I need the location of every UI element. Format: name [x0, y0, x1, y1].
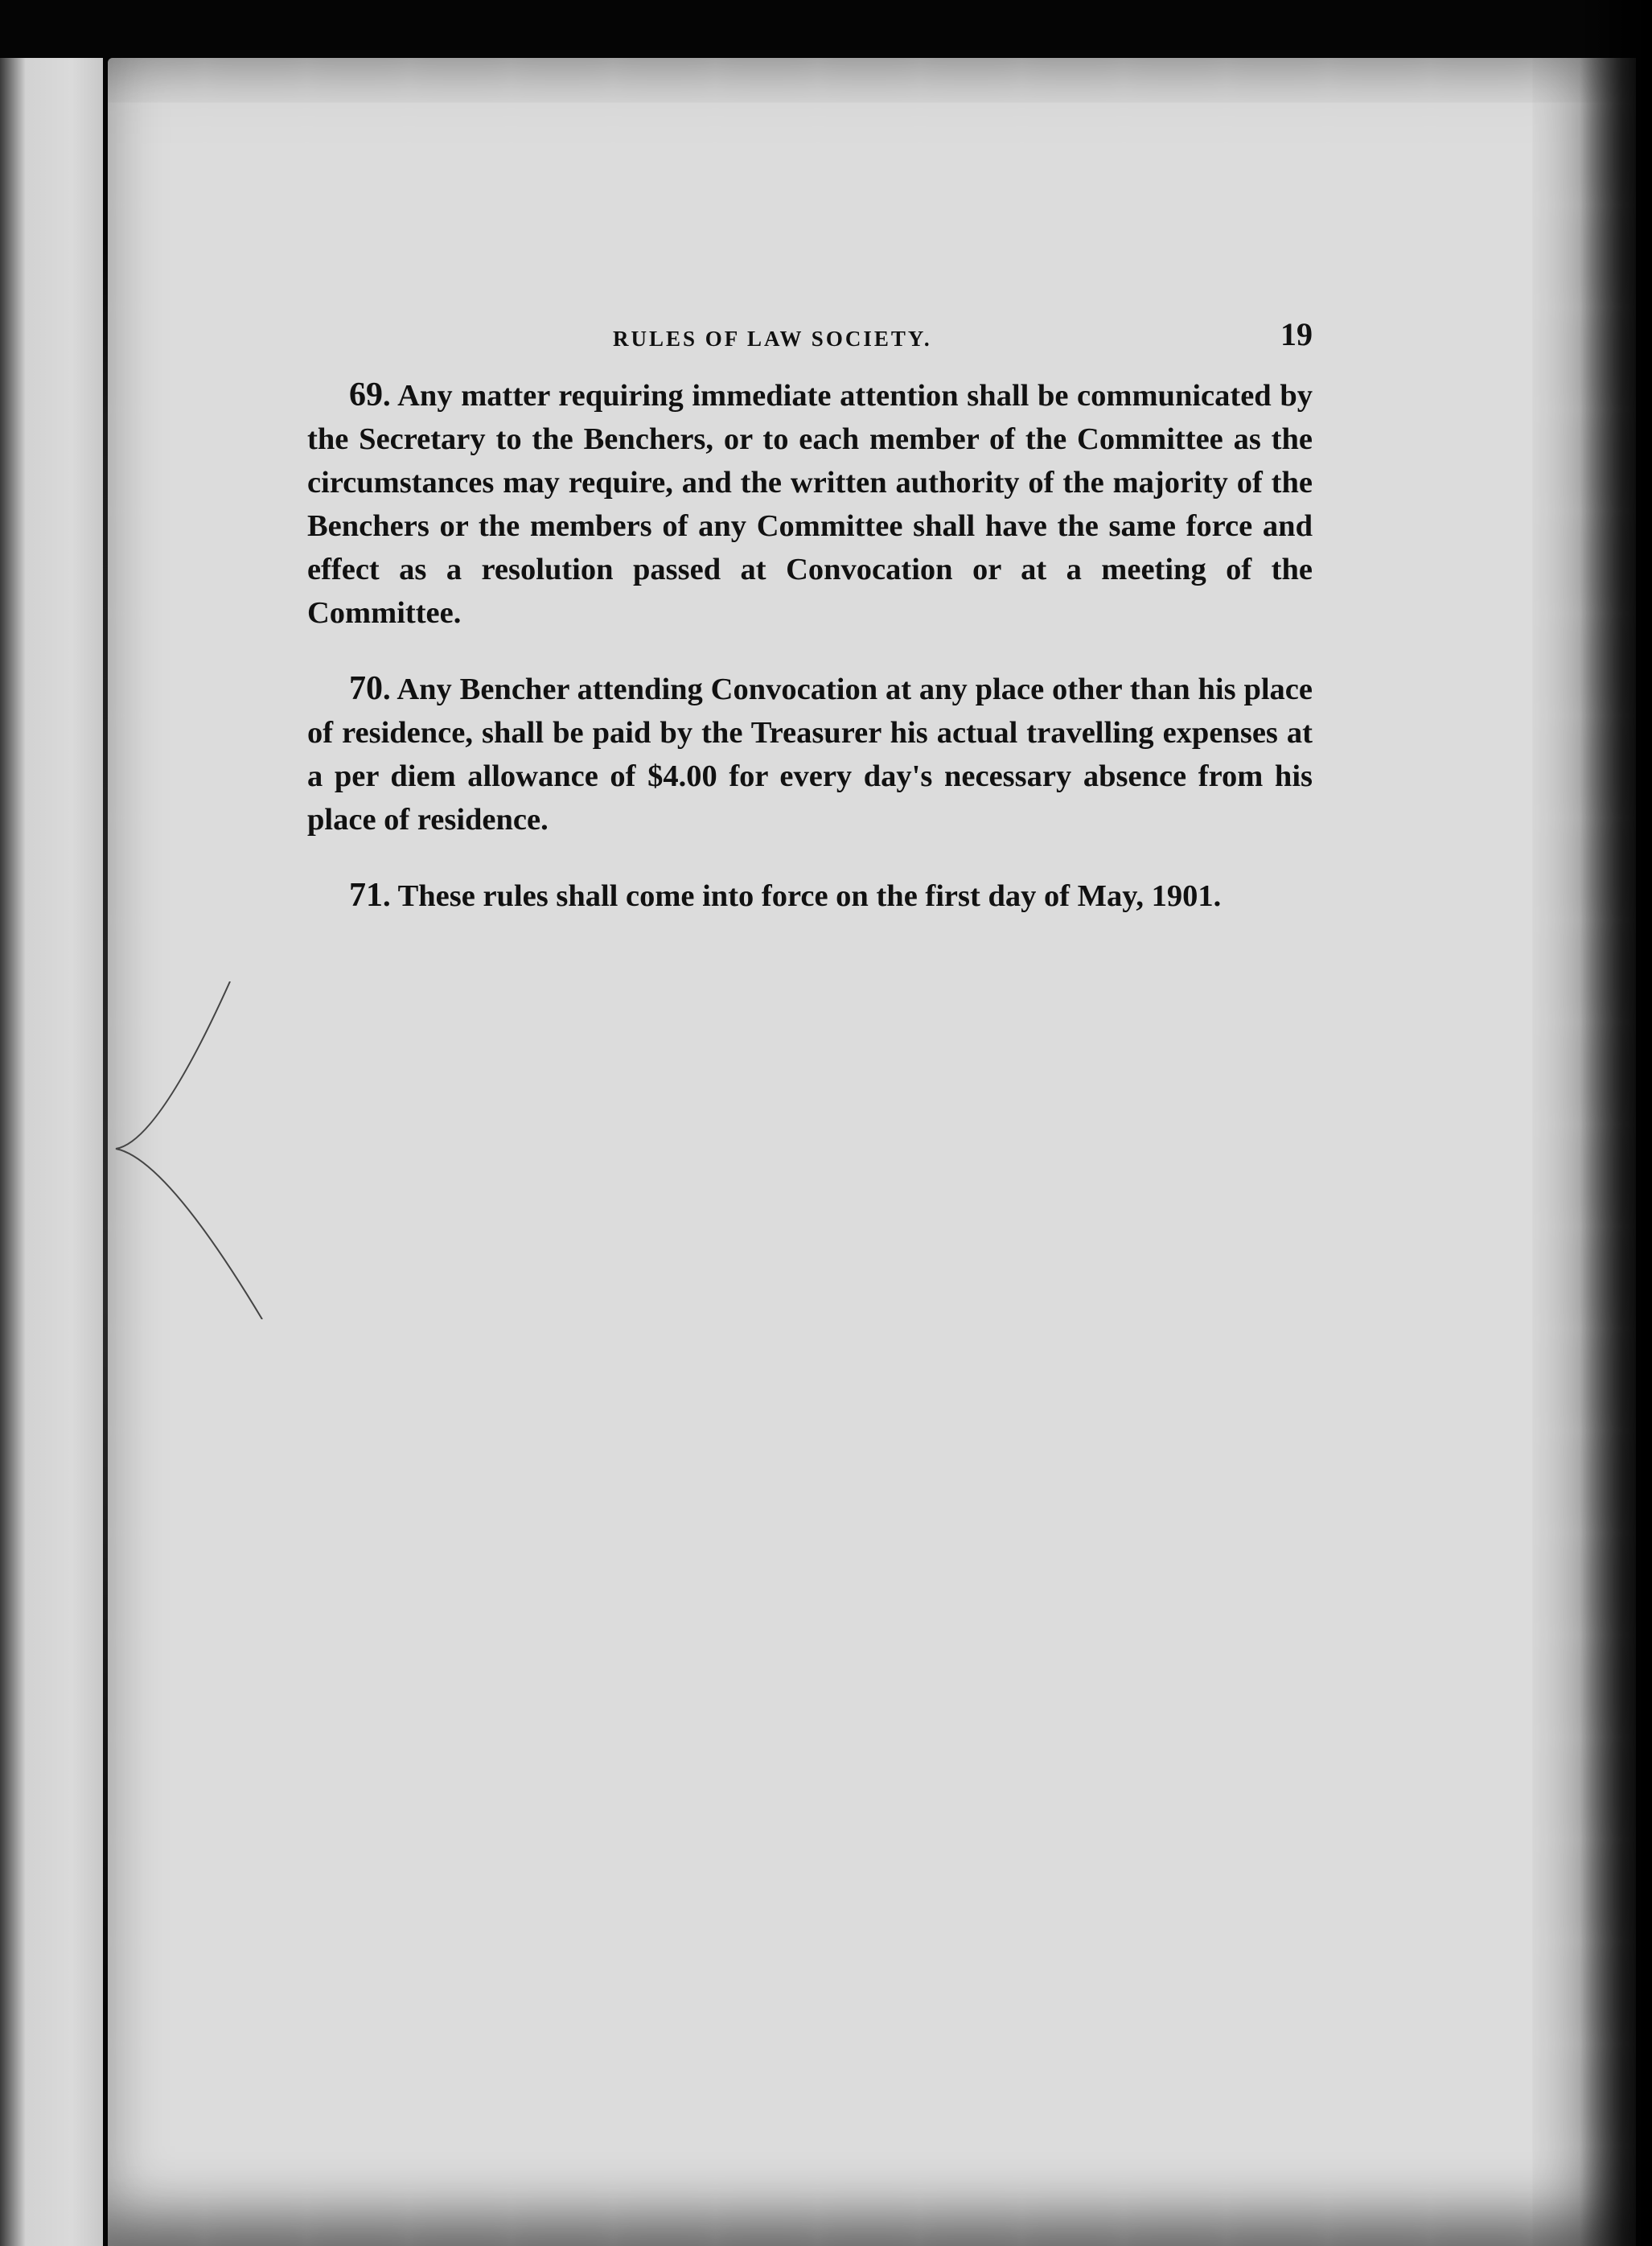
page-content: [307, 306, 1313, 950]
rule-text: Any matter requiring immediate attention shall be communicated by the Secretary to the Benchers, or to each member of the Committee as the circumstances may require, and the written authority of the majority of the Benchers or the members of any Committee shall have the same force and effect as a resolution passed at Convocation or at a meeting of the Committee.: [307, 379, 1313, 630]
running-title: RULES OF LAW SOCIETY.: [613, 327, 932, 351]
rule-71: [307, 874, 1313, 918]
rule-text: These rules shall come into force on the first day of May, 1901.: [397, 879, 1222, 913]
page-gutter-shadow: [1580, 0, 1652, 2246]
rule-number-period: .: [383, 673, 397, 706]
rule-number-period: .: [383, 379, 398, 413]
rule-69: [307, 373, 1313, 635]
rule-number-period: .: [383, 879, 398, 913]
rule-70: [307, 667, 1313, 841]
pencil-mark: [109, 981, 270, 1319]
rule-number: 69: [349, 376, 383, 413]
rule-number: 71: [349, 877, 383, 914]
facing-page-edge: [0, 58, 103, 2246]
rule-number: 70: [349, 670, 383, 707]
running-head: [307, 306, 1313, 362]
page-number: 19: [1280, 316, 1313, 352]
rule-text: Any Bencher attending Convocation at any place other than his place of residence, shall be paid by the Treasurer his actual travelling expenses at a per diem allowance of $4.00 for every day's necessary absence from his place of residence.: [307, 673, 1313, 837]
